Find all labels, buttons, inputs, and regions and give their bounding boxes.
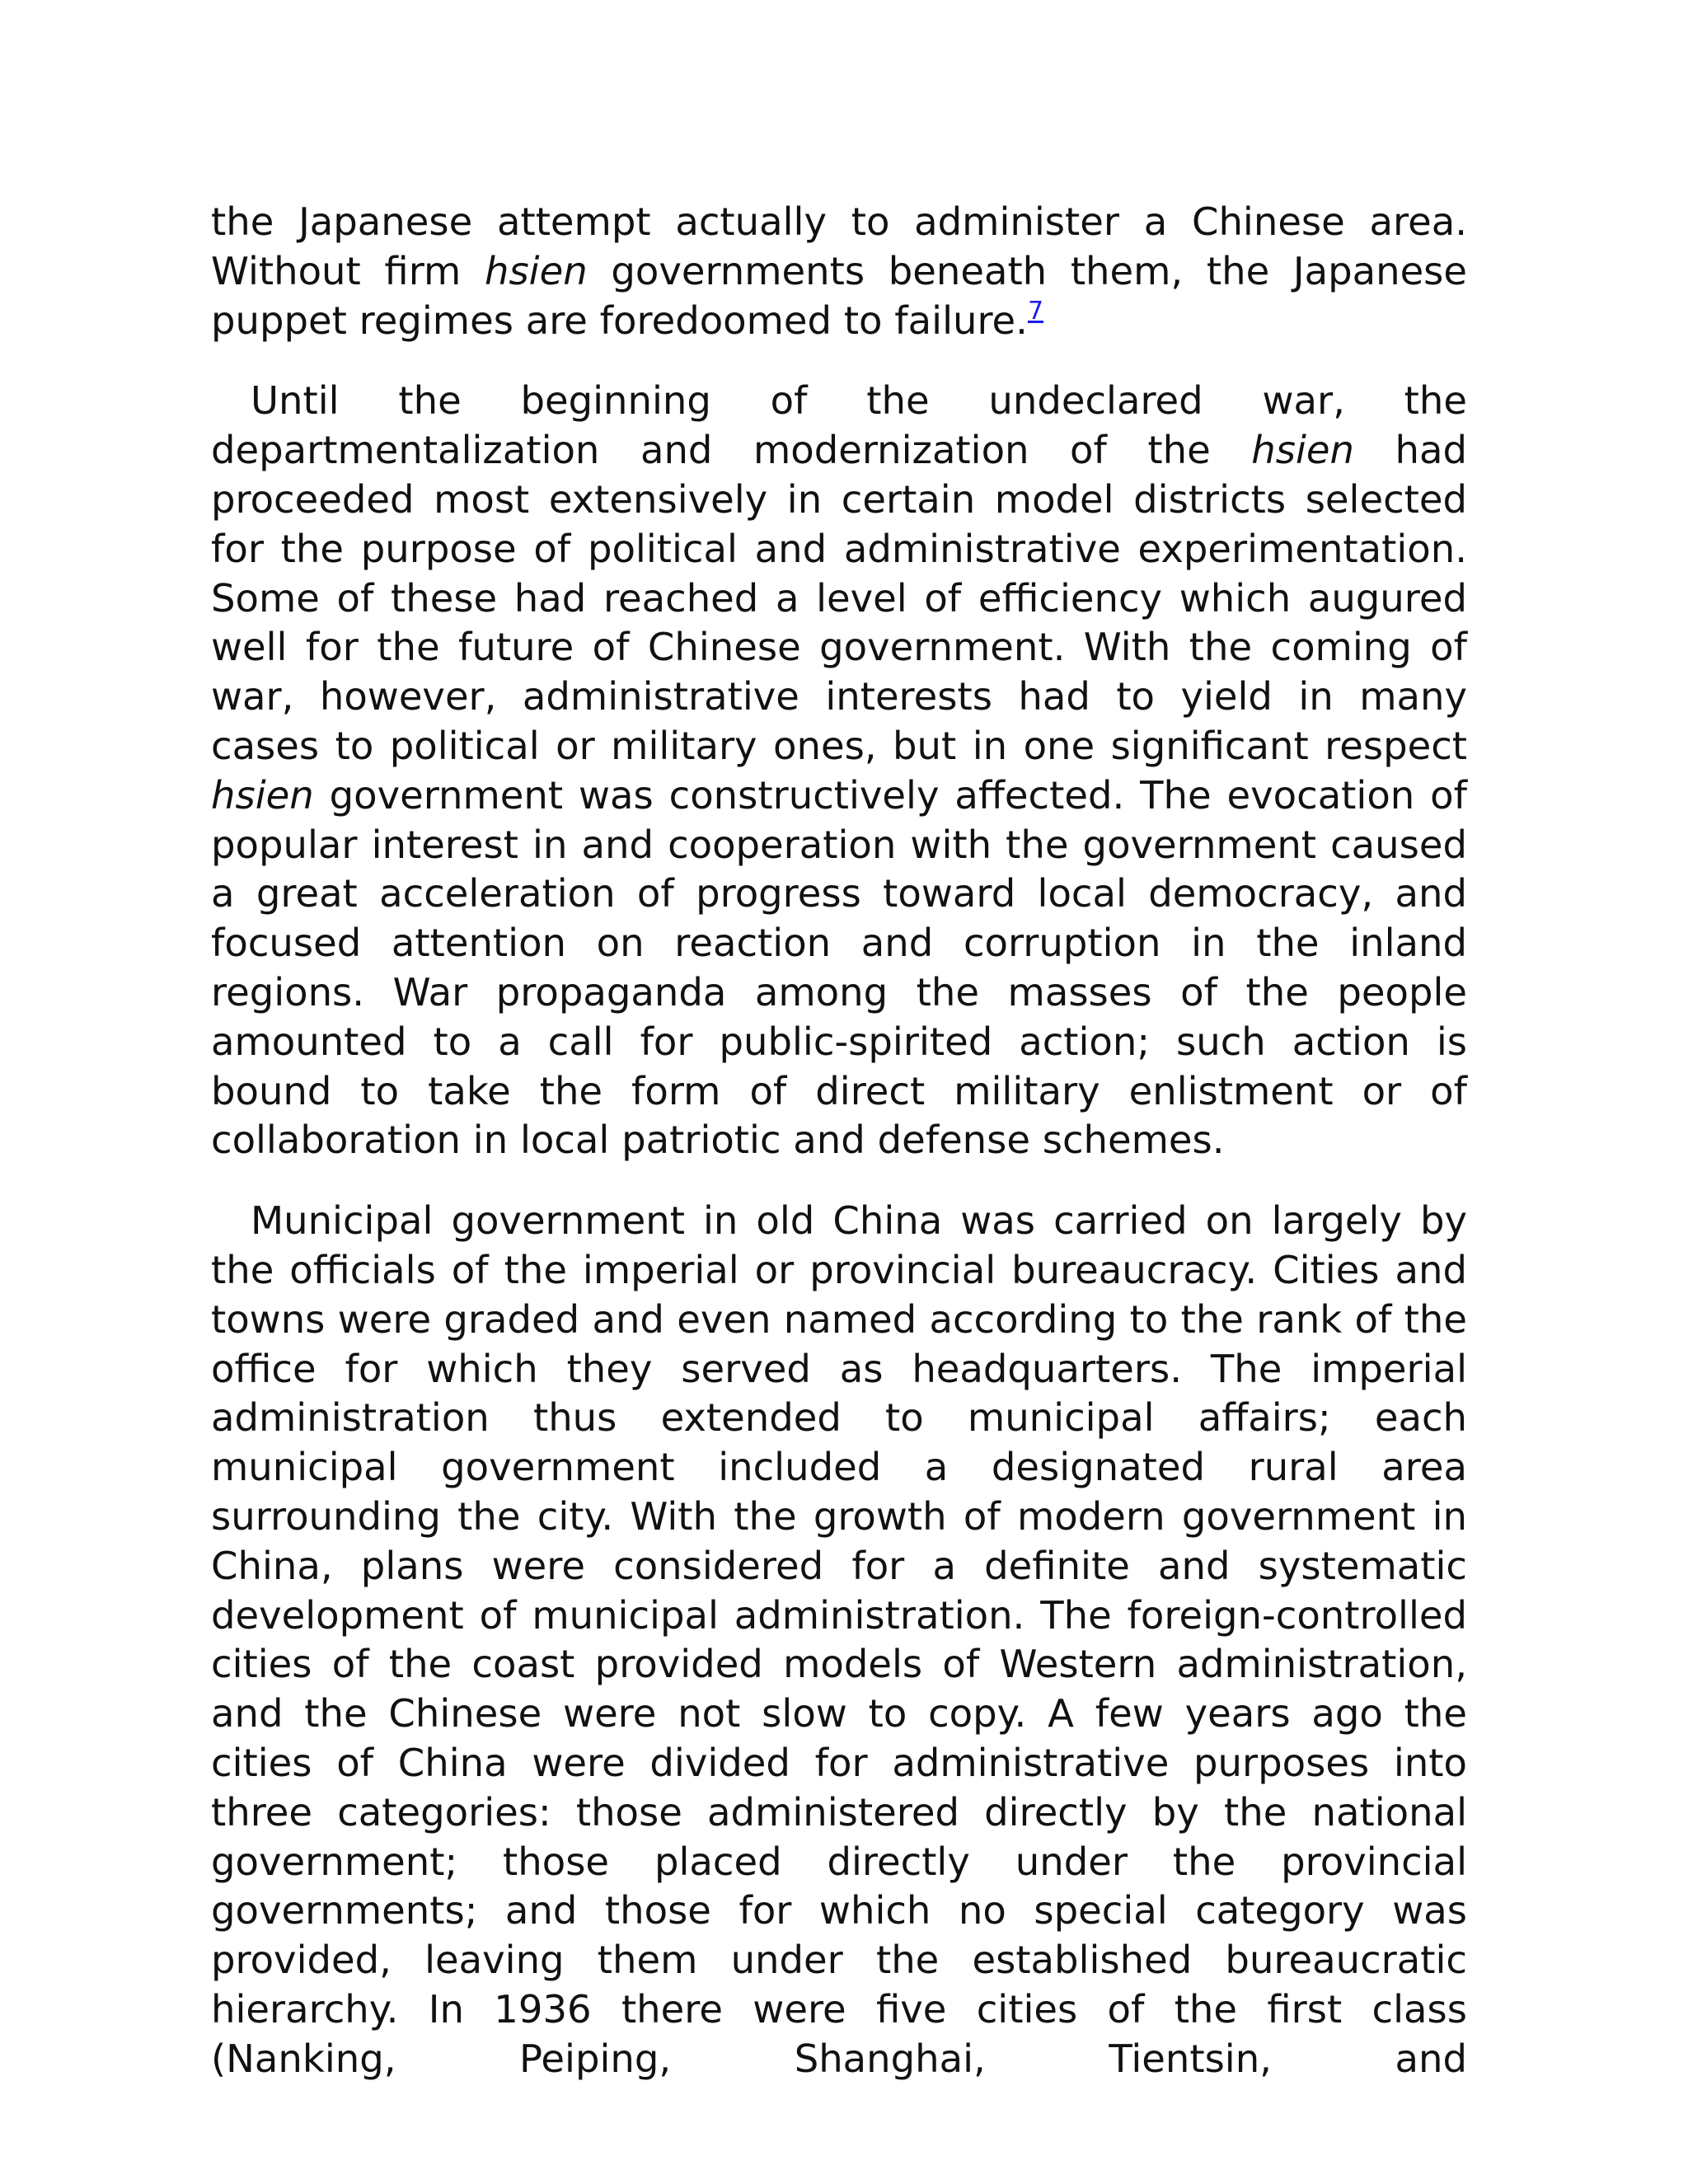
paragraph-hsien-modernization — [211, 377, 1467, 1165]
paragraph-1-italic-term: hsien — [484, 248, 588, 293]
paragraph-2-italic-term-2: hsien — [211, 772, 314, 818]
paragraph-2-text-b: had proceeded most extensively in certain model districts selected for the purpose of political and administrative experimentation. Some of these had reached a level of efficiency which augured well for the future of Chinese government. With the coming of war, however, administrative interests had to yield in many cases to political or military ones, but in one significant respect — [211, 428, 1467, 768]
paragraph-2-text-c: government was constructively affected. The evocation of popular interest in and cooperation with the government caused a great acceleration of progress toward local democracy, and focused attention on reaction and corruption in the inland regions. War propaganda among the masses of the people amounted to a call for public-spirited action; such action is bound to take the form of direct military enlistment or of collaboration in local patriotic and defense schemes. — [211, 772, 1467, 1163]
paragraph-municipal-government — [211, 1197, 1467, 2083]
paragraph-3-text: Municipal government in old China was carried on largely by the officials of the imperial or provincial bureaucracy. Cities and towns were graded and even named according to the rank of the office for which they served as headquarters. The imperial administration thus extended to municipal affairs; each municipal government included a designated rural area surrounding the city. With the growth of modern government in China, plans were considered for a definite and systematic development of municipal administration. The foreign-controlled cities of the coast provided models of Western administration, and the Chinese were not slow to copy. A few years ago the cities of China were divided for administrative purposes into three categories: those administered directly by the national government; those placed directly under the provincial governments; and those for which no special category was provided, leaving them under the established bureaucratic hierarchy. In 1936 there were five cities of the first class (Nanking, Peiping, Shanghai, Tientsin, and — [211, 1198, 1467, 2081]
paragraph-2-text-a: Until the beginning of the undeclared war, the departmentalization and modernization of the — [211, 378, 1467, 473]
paragraph-2-italic-term-1: hsien — [1251, 428, 1354, 473]
paragraph-continuation — [211, 198, 1467, 345]
paragraph-1-text-b: governments beneath them, the Japanese puppet regimes are foredoomed to failure. — [211, 248, 1468, 343]
paragraph-1-text-a: the Japanese attempt actually to administer a Chinese area. Without firm — [211, 199, 1467, 293]
footnote-link[interactable]: 7 — [1027, 296, 1044, 326]
page-body — [211, 198, 1467, 2115]
